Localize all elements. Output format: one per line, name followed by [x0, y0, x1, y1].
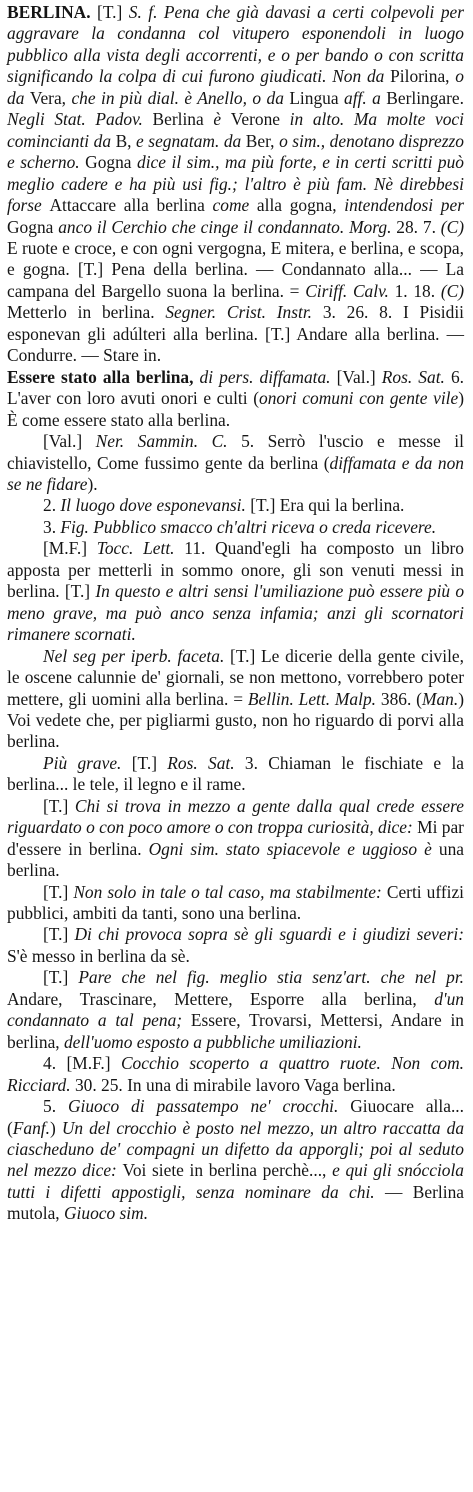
text-run: [T.] Le dicerie della gente civile, le oscene calunnie de' giornali, se non mettono, vorrebbero poter mettere, gli uomini alla berlina. =	[7, 645, 464, 709]
text-run: Essere stato alla berlina,	[7, 366, 200, 387]
text-run: in alto. Ma molte voci comincianti da	[7, 109, 464, 151]
text-run: Ber,	[245, 130, 280, 151]
text-run: Ner. Sammin. C.	[95, 431, 242, 452]
text-run: ) Voi vedete che, per pigliarmi gusto, non ho riguardo di porvi alla berlina.	[7, 688, 465, 752]
text-run: intendendosi per	[344, 195, 464, 216]
entry-subsense	[7, 753, 464, 796]
text-run: [T.]	[131, 752, 168, 773]
entry-subsense	[7, 967, 464, 1053]
text-run: come	[212, 195, 257, 216]
text-run: o da	[7, 66, 464, 108]
text-run: In questo e altri sensi l'umiliazione può essere più o meno grave, ma può anco senza infamia; anzi gli scornatori rimanere scornati.	[7, 581, 465, 645]
text-run: 5.	[43, 1096, 68, 1117]
text-run: dice il sim., ma più forte, e in certi scritti può meglio cadere e ha più usi fig.; l'altro è più fam. Nè direbbesi forse	[7, 152, 464, 216]
text-run: Ciriff. Calv.	[305, 280, 395, 301]
text-run: [Val.]	[43, 431, 96, 452]
text-run: Fig. Pubblico smacco ch'altri riceva o creda ricevere.	[60, 516, 437, 537]
text-run: Negli Stat. Padov.	[7, 109, 153, 130]
text-run: Cocchio scoperto a quattro ruote. Non com. Ricciard.	[7, 1053, 465, 1095]
text-run: Nel seg per iperb. faceta.	[43, 645, 231, 666]
text-run: e segnatam. da	[136, 130, 246, 151]
entry-subsense	[7, 882, 464, 925]
text-run: Fanf.	[12, 1117, 50, 1138]
text-run: [T.]	[90, 2, 129, 22]
text-run: Ros. Sat.	[167, 752, 245, 773]
text-run: Più grave.	[43, 752, 132, 773]
text-run: diffamata e da non se ne fidare	[7, 452, 464, 494]
entry-subsense	[7, 924, 464, 967]
text-run: Di chi provoca sopra sè gli sguardi e i giudizi severi:	[74, 924, 465, 945]
text-run: 4. [M.F.]	[43, 1053, 121, 1074]
text-run: alla gogna,	[256, 195, 345, 216]
entry-citation	[7, 538, 464, 645]
entry-definition	[7, 2, 464, 367]
text-run: Segner. Crist. Instr.	[165, 302, 323, 323]
text-run: Tocc. Lett.	[96, 538, 185, 559]
text-run: Ogni sim. stato spiacevole e uggioso è	[148, 838, 439, 859]
text-run: Giuoco di passatempo ne' crocchi.	[67, 1096, 351, 1117]
text-run: Metterlo in berlina.	[7, 302, 166, 323]
entry-subsense	[7, 646, 464, 753]
text-run: 3. 26. 8. I Pisidii esponevan gli adúlteri alla berlina. [T.] Andare alla berlina. — Condurre. — Stare in.	[7, 302, 464, 366]
text-run: che in più dial. è	[71, 87, 198, 108]
text-run: (C)	[440, 280, 464, 301]
text-run: Attaccare alla berlina	[49, 195, 213, 216]
text-run: BERLINA.	[7, 2, 91, 22]
text-run: d'un condannato a tal pena;	[7, 988, 464, 1031]
text-run: 6. L'aver con loro avuti onori e culti (	[7, 366, 464, 409]
text-run: 2.	[43, 495, 61, 516]
text-run: 3. Chiaman le fischiate e la berlina... le tele, il legno e il rame.	[7, 752, 465, 795]
text-run: Anello,	[197, 87, 253, 108]
text-run: Andare, Trascinare, Mettere, Esporre alla berlina,	[7, 988, 435, 1009]
text-run: Ros. Sat.	[381, 366, 451, 387]
text-run: Voi siete in berlina perchè...,	[122, 1160, 333, 1181]
entry-sense-4	[7, 1053, 464, 1096]
text-run: una berlina.	[7, 838, 465, 881]
text-run: di pers. diffamata.	[199, 366, 337, 387]
text-run: Giuocare alla... (	[7, 1096, 464, 1138]
text-run: 1. 18.	[394, 280, 441, 301]
text-run: [T.]	[43, 795, 75, 816]
text-run: 30. 25. In una di mirabile lavoro Vaga berlina.	[74, 1074, 396, 1095]
text-run: 5. Serrò l'uscio e messe il chiavistello, Come fussimo gente da berlina (	[7, 431, 464, 473]
entry-sense-3	[7, 517, 464, 538]
text-run: )	[50, 1117, 62, 1138]
text-run: B,	[115, 130, 137, 151]
text-run: Giuoco sim.	[64, 1203, 149, 1224]
text-run: Verone	[230, 109, 290, 130]
text-run: aff. a	[344, 87, 387, 108]
text-run: S. f. Pena che già davasi a certi colpevoli per aggravare la condanna col vitupero esponendoli in luogo pubblico alla vista degli accorrenti, e o per bando o con scritta significando la colpa di cui furono giudicati. Non da	[7, 2, 464, 87]
text-run: Certi uffizi pubblici, ambiti da tanti, sono una berlina.	[7, 881, 465, 924]
text-run: Man.	[421, 688, 459, 709]
text-run: 386. (	[380, 688, 422, 709]
text-run: Gogna	[7, 216, 59, 237]
text-run: 28. 7.	[396, 216, 441, 237]
text-run: [Val.]	[336, 366, 382, 387]
text-run: o da	[252, 87, 290, 108]
text-run: S'è messo in berlina da sè.	[7, 945, 190, 966]
text-run: — Berlina mutola,	[7, 1181, 464, 1224]
text-run: Pare che nel fig. meglio stia senz'art. che nel pr.	[78, 967, 465, 988]
text-run: ).	[87, 473, 98, 494]
entry-sense-5	[7, 1096, 464, 1225]
entry-citation	[7, 431, 464, 495]
text-run: è	[213, 109, 231, 130]
text-run: onori comuni con gente vile	[259, 388, 459, 409]
text-run: Gogna	[85, 152, 138, 173]
text-run: ) È come essere stato alla berlina.	[7, 388, 464, 430]
text-run: 3.	[43, 516, 61, 537]
text-run: [T.]	[43, 924, 75, 945]
text-run: [T.] Era qui la berlina.	[250, 495, 405, 516]
text-run: Il luogo dove esponevansi.	[60, 495, 251, 516]
text-run: Mi par d'essere in berlina.	[7, 817, 464, 859]
text-run: 11. Quand'egli ha composto un libro apposta per metterli in sommo onore, gli son venuti messi in berlina. [T.]	[7, 538, 464, 602]
text-run: Pilorina,	[390, 66, 456, 87]
entry-sense-2	[7, 495, 464, 516]
text-run: [M.F.]	[43, 538, 97, 559]
text-run: o sim., denotano disprezzo e scherno.	[7, 130, 464, 173]
text-run: Chi si trova in mezzo a gente dalla qual crede essere riguardato o con poco amore o con troppa curiosità, dice:	[7, 795, 464, 838]
text-run: Lingua	[289, 87, 344, 108]
text-run: (C)	[440, 216, 464, 237]
text-run: E ruote e croce, e con ogni vergogna, E mitera, e berlina, e scopa, e gogna. [T.] Pena della berlina. — Condannato alla... — La campana del Bargello suona la berlina. =	[7, 237, 464, 301]
entry-subsense	[7, 796, 464, 882]
text-run: Vera,	[29, 87, 72, 108]
text-run: Bellin. Lett. Malp.	[247, 688, 381, 709]
text-run: Un del crocchio è posto nel mezzo, un altro raccatta da ciascheduno de' compagni un difetto da apporgli; poi al seduto nel mezzo dice:	[7, 1117, 465, 1181]
entry-sense-essere-stato	[7, 367, 464, 431]
text-run: [T.]	[43, 881, 74, 902]
text-run: Berlina	[152, 109, 214, 130]
text-run: anco il Cerchio che cinge il condannato. Morg.	[58, 216, 397, 237]
text-run: Non solo in tale o tal caso, ma stabilmente:	[73, 881, 387, 902]
text-run: dell'uomo esposto a pubbliche umiliazioni.	[63, 1031, 362, 1052]
text-run: Essere, Trovarsi, Mettersi, Andare in berlina,	[7, 1010, 465, 1052]
text-run: Berlingare.	[386, 87, 464, 108]
text-run: e qui gli snócciola tutti i difetti appostigli, senza nominare da chi.	[7, 1160, 464, 1202]
text-run: [T.]	[43, 967, 79, 988]
